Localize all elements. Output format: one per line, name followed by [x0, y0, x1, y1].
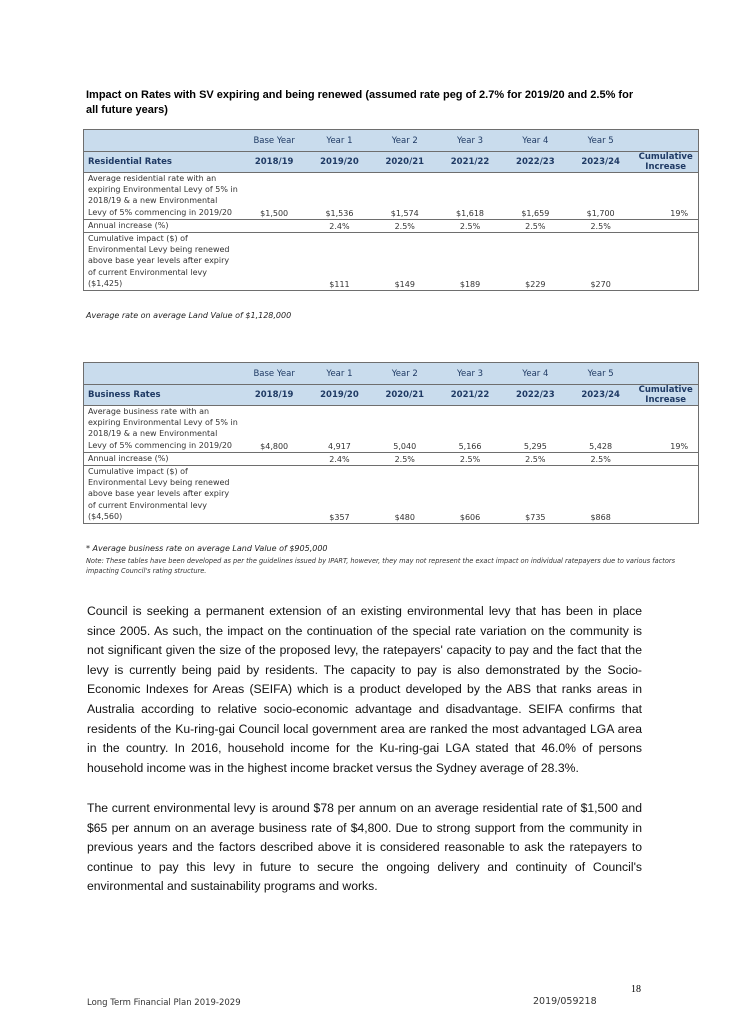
year-label: Year 2 [372, 363, 437, 385]
cell-value: 2.5% [568, 452, 633, 465]
cell-value: $111 [307, 233, 372, 291]
table-row [84, 452, 699, 465]
year-label [633, 363, 698, 385]
cell-value: $480 [372, 466, 437, 524]
period-label: 2022/23 [503, 385, 568, 406]
cell-value [633, 466, 698, 524]
section-title: Impact on Rates with SV expiring and being renewed (assumed rate peg of 2.7% for 2019/20 and 2.5% for all future years) [86, 89, 634, 116]
row-label: Average residential rate with an expiring Environmental Levy of 5% in 2018/19 & a new Environmental Levy of 5% commencing in 2019/20 [84, 173, 242, 220]
cell-value: 2.5% [372, 219, 437, 232]
year-label: Base Year [242, 363, 307, 385]
tables-disclaimer-note: Note: These tables have been developed as per the guidelines issued by IPART, however, they may not represent the exact impact on individual ratepayers due to various factors impacting Council's rating structure. [86, 557, 675, 575]
table-row [84, 233, 699, 291]
cell-value: $149 [372, 233, 437, 291]
year-label: Year 5 [568, 363, 633, 385]
table-header-label: Business Rates [84, 385, 242, 406]
cell-value: 2.5% [503, 452, 568, 465]
cell-value: 5,040 [372, 406, 437, 453]
cell-value [633, 219, 698, 232]
table-row [84, 466, 699, 524]
cell-value: 4,917 [307, 406, 372, 453]
cell-value [242, 233, 307, 291]
cell-value: $1,574 [372, 173, 437, 220]
business-rates-table [83, 362, 699, 524]
year-label [84, 130, 242, 152]
period-label: 2019/20 [307, 152, 372, 173]
cell-value: $270 [568, 233, 633, 291]
cell-value: $1,536 [307, 173, 372, 220]
cell-value: 5,166 [437, 406, 502, 453]
cell-value: 2.5% [437, 219, 502, 232]
body-paragraph: The current environmental levy is around $78 per annum on an average residential rate of $1,500 and $65 per annum on an average business rate of $4,800. Due to strong support from the community in previous years and the factors described above it is considered reasonable to ask the ratepayers to continue to pay this levy in future to secure the ongoing delivery and continuity of Council's environmental and sustainability programs and works. [87, 801, 642, 894]
business-table-note: * Average business rate on average Land Value of $905,000 [86, 544, 328, 553]
header-row [84, 152, 699, 173]
cell-value: $1,618 [437, 173, 502, 220]
footer-reference-number: 2019/059218 [533, 996, 597, 1007]
cell-value: 2.5% [568, 219, 633, 232]
year-label: Year 2 [372, 130, 437, 152]
cell-value [242, 466, 307, 524]
year-label [633, 130, 698, 152]
cell-value: $189 [437, 233, 502, 291]
cell-value: 2.5% [372, 452, 437, 465]
header-row [84, 385, 699, 406]
period-label: 2021/22 [437, 152, 502, 173]
footer-document-title: Long Term Financial Plan 2019-2029 [87, 998, 241, 1008]
table-row [84, 173, 699, 220]
period-label: 2020/21 [372, 152, 437, 173]
period-label: 2018/19 [242, 152, 307, 173]
residential-table-note: Average rate on average Land Value of $1,128,000 [86, 311, 292, 320]
period-label: 2023/24 [568, 152, 633, 173]
cell-value: 19% [633, 406, 698, 453]
row-label: Cumulative impact ($) of Environmental Levy being renewed above base year levels after expiry of current Environmental levy ($4,560) [84, 466, 242, 524]
year-label: Year 4 [503, 130, 568, 152]
period-label: 2021/22 [437, 385, 502, 406]
residential-rates-table [83, 129, 699, 291]
cell-value: 2.4% [307, 219, 372, 232]
period-label: 2020/21 [372, 385, 437, 406]
period-label: 2022/23 [503, 152, 568, 173]
cumulative-header: Cumulative Increase [633, 152, 698, 173]
row-label: Annual increase (%) [84, 219, 242, 232]
cell-value: 5,428 [568, 406, 633, 453]
table-header-label: Residential Rates [84, 152, 242, 173]
body-paragraph: Council is seeking a permanent extension of an existing environmental levy that has been in place since 2005. As such, the impact on the continuation of the special rate variation on the community is not significant given the size of the proposed levy, the ratepayers' capacity to pay and the fact that the levy is currently being paid by residents. The capacity to pay is also demonstrated by the Socio-Economic Indexes for Areas (SEIFA) which is a product developed by the ABS that ranks areas in Australia according to relative socio-economic advantage and disadvantage. SEIFA confirms that residents of the Ku-ring-gai Council local government area are ranked the most advantaged LGA area in the country. In 2016, household income for the Ku-ring-gai LGA stated that 46.0% of persons household income was in the highest income bracket versus the Sydney average of 28.3%. [87, 604, 642, 775]
year-label-row [84, 130, 699, 152]
table-row [84, 406, 699, 453]
year-label [84, 363, 242, 385]
cumulative-header: Cumulative Increase [633, 385, 698, 406]
cell-value [633, 233, 698, 291]
cell-value: 2.5% [437, 452, 502, 465]
year-label: Year 3 [437, 363, 502, 385]
cell-value: $357 [307, 466, 372, 524]
cell-value: 2.5% [503, 219, 568, 232]
year-label: Year 3 [437, 130, 502, 152]
cell-value [242, 219, 307, 232]
year-label: Year 5 [568, 130, 633, 152]
year-label: Year 1 [307, 363, 372, 385]
cell-value [242, 452, 307, 465]
cell-value [633, 452, 698, 465]
page-number: 18 [631, 984, 641, 995]
cell-value: $1,700 [568, 173, 633, 220]
row-label: Average business rate with an expiring Environmental Levy of 5% in 2018/19 & a new Environmental Levy of 5% commencing in 2019/20 [84, 406, 242, 453]
period-label: 2019/20 [307, 385, 372, 406]
cell-value: $1,659 [503, 173, 568, 220]
year-label: Year 4 [503, 363, 568, 385]
cell-value: 19% [633, 173, 698, 220]
cell-value: 5,295 [503, 406, 568, 453]
cell-value: $229 [503, 233, 568, 291]
cell-value: $1,500 [242, 173, 307, 220]
cell-value: $606 [437, 466, 502, 524]
period-label: 2023/24 [568, 385, 633, 406]
year-label: Base Year [242, 130, 307, 152]
period-label: 2018/19 [242, 385, 307, 406]
cell-value: 2.4% [307, 452, 372, 465]
cell-value: $868 [568, 466, 633, 524]
cell-value: $735 [503, 466, 568, 524]
row-label: Cumulative impact ($) of Environmental Levy being renewed above base year levels after expiry of current Environmental levy ($1,425) [84, 233, 242, 291]
year-label-row [84, 363, 699, 385]
table-row [84, 219, 699, 232]
row-label: Annual increase (%) [84, 452, 242, 465]
year-label: Year 1 [307, 130, 372, 152]
cell-value: $4,800 [242, 406, 307, 453]
